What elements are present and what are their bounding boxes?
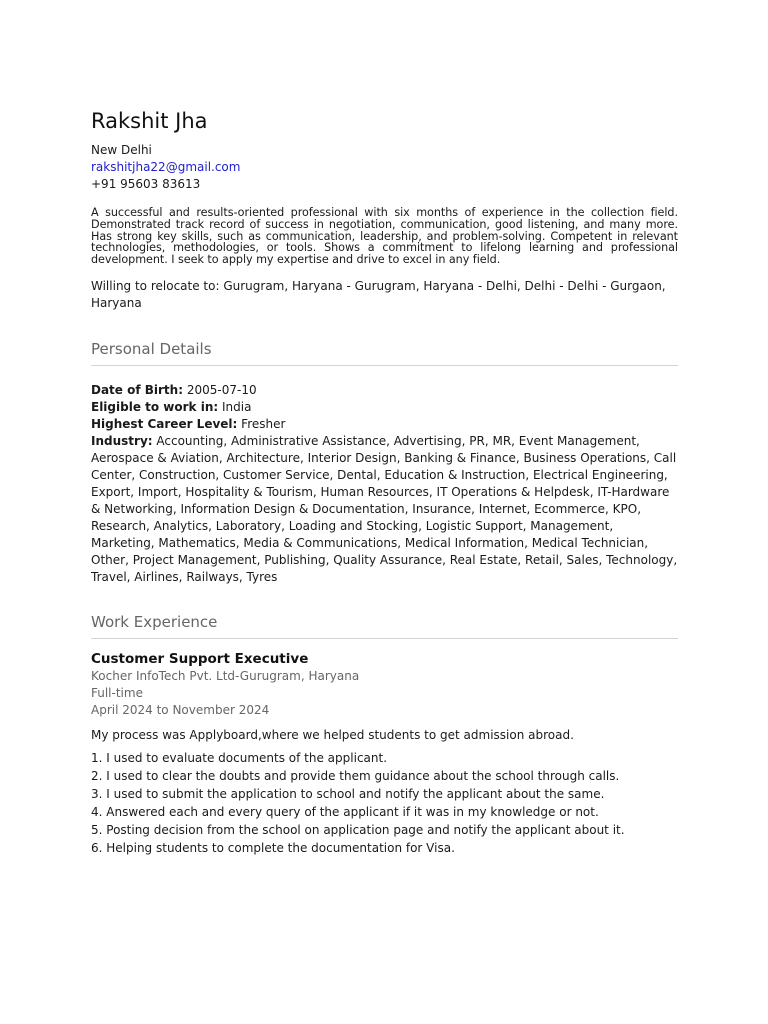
resume-page [91, 108, 678, 869]
eligible-value: India [222, 399, 252, 414]
industry-row [91, 433, 678, 586]
industry-value: Accounting, Administrative Assistance, Advertising, PR, MR, Event Management, Aerospace & Aviation, Architecture, Interior Design, Banking & Finance, Business Operations, Call Center, Construction, Customer Service, Dental, Education & Instruction, Electrical Engineering, Export, Import, Hospitality & Tourism, Human Resources, IT Operations & Helpdesk, IT-Hardware & Networking, Information Design & Documentation, Insurance, Internet, Ecommerce, KPO, Research, Analytics, Laboratory, Loading and Stocking, Logistic Support, Management, Marketing, Mathematics, Media & Communications, Medical Information, Medical Technician, Other, Project Management, Publishing, Quality Assurance, Real Estate, Retail, Sales, Technology, Travel, Airlines, Railways, Tyres [91, 433, 678, 584]
list-item: 1. I used to evaluate documents of the applicant. [91, 750, 388, 765]
work-experience-heading: Work Experience [91, 612, 678, 639]
list-item: 5. Posting decision from the school on application page and notify the applicant about it. [91, 822, 625, 837]
contact-block [91, 142, 678, 193]
career-level-value: Fresher [241, 416, 286, 431]
industry-label: Industry: [91, 433, 153, 448]
career-level-label: Highest Career Level: [91, 416, 238, 431]
list-item: 4. Answered each and every query of the applicant if it was in my knowledge or not. [91, 804, 599, 819]
list-item: 6. Helping students to complete the documentation for Visa. [91, 840, 455, 855]
job-dates: April 2024 to November 2024 [91, 702, 270, 717]
job-description: My process was Applyboard,where we helped students to get admission abroad. [91, 727, 574, 742]
job-company: Kocher InfoTech Pvt. Ltd-Gurugram, Haryana [91, 668, 360, 683]
phone-text: +91 95603 83613 [91, 177, 201, 191]
relocation-text: Willing to relocate to: Gurugram, Haryana - Gurugram, Haryana - Delhi, Delhi - Delhi - Gurgaon, Haryana [91, 278, 666, 310]
list-item: 3. I used to submit the application to school and notify the applicant about the same. [91, 786, 605, 801]
eligible-row [91, 399, 678, 416]
job-type: Full-time [91, 685, 143, 700]
list-item: 2. I used to clear the doubts and provide them guidance about the school through calls. [91, 768, 620, 783]
job-entry [91, 650, 678, 857]
eligible-label: Eligible to work in: [91, 399, 219, 414]
candidate-name: Rakshit Jha [91, 109, 208, 133]
dob-label: Date of Birth: [91, 382, 184, 397]
location-text: New Delhi [91, 143, 152, 157]
personal-details-heading: Personal Details [91, 339, 678, 366]
dob-value: 2005-07-10 [186, 382, 257, 397]
summary-paragraph: A successful and results-oriented professional with six months of experience in the collection field. Demonstrated track record of success in negotiation, communication, good listening, and many more. Has strong key skills, such as communication, leadership, and problem-solving. Competent in relevant technologies, methodologies, or tools. Shows a commitment to lifelong learning and professional development. I seek to apply my expertise and drive to excel in any field. [91, 206, 678, 267]
dob-row [91, 382, 678, 399]
career-level-row [91, 416, 678, 433]
job-duties-list [91, 749, 678, 857]
job-title: Customer Support Executive [91, 650, 309, 667]
email-link[interactable]: rakshitjha22@gmail.com [91, 160, 241, 174]
personal-details-block [91, 382, 678, 586]
